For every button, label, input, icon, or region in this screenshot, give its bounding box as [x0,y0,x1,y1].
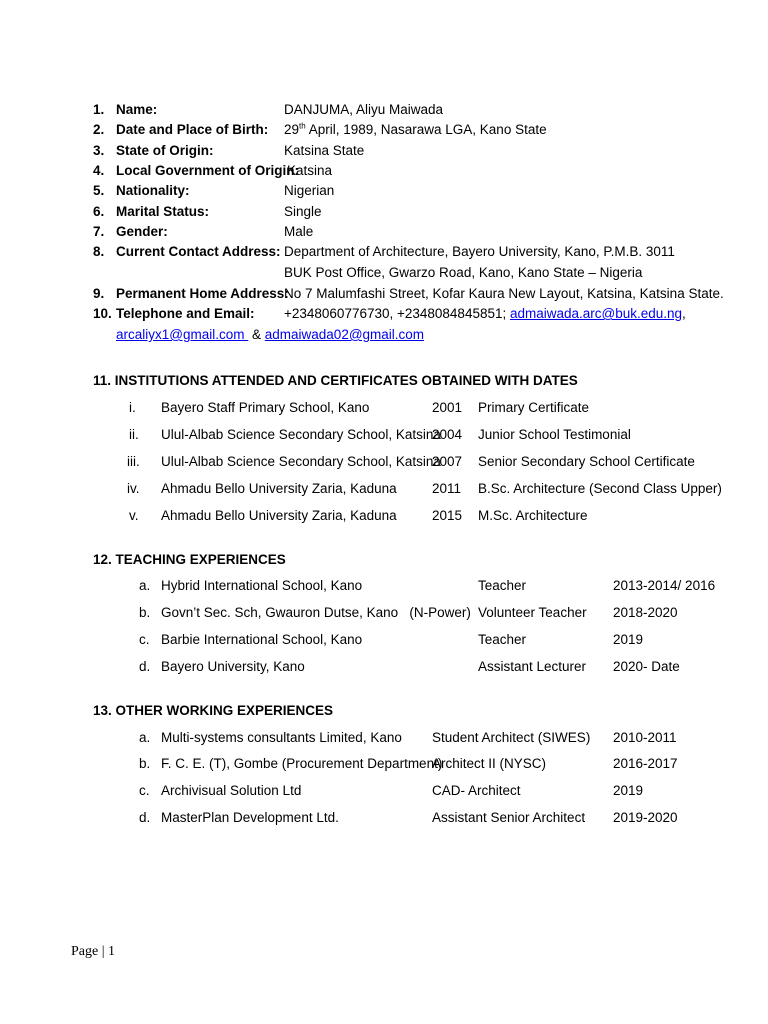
work-row-place: F. C. E. (T), Gombe (Procurement Department) [161,756,443,771]
education-row-school: Ahmadu Bello University Zaria, Kaduna [161,481,397,496]
item-number: 9. [93,286,105,301]
field-label-telephone-email: Telephone and Email: [116,306,255,321]
work-row-num: c. [139,783,150,798]
work-row-role: Architect II (NYSC) [432,756,547,771]
work-row-place: MasterPlan Development Ltd. [161,810,339,825]
field-label-birth: Date and Place of Birth: [116,122,269,137]
email-link-buk[interactable]: admaiwada.arc@buk.edu.ng [509,306,683,321]
birth-rest: April, 1989, Nasarawa LGA, Kano State [305,122,547,137]
teaching-row-num: a. [139,578,151,593]
item-number: 3. [93,143,105,158]
education-row-school: Bayero Staff Primary School, Kano [161,400,370,415]
work-row-period: 2019-2020 [613,810,678,825]
education-row-year: 2001 [432,400,463,415]
item-number: 5. [93,183,105,198]
education-row-num: ii. [129,427,139,442]
education-row-cert: M.Sc. Architecture [478,508,588,523]
work-row-role: Assistant Senior Architect [432,810,586,825]
education-row-cert: Senior Secondary School Certificate [478,454,695,469]
item-number: 8. [93,244,105,259]
field-value-name: DANJUMA, Aliyu Maiwada [284,102,444,117]
teaching-heading: 12. TEACHING EXPERIENCES [93,552,286,567]
field-label-state: State of Origin: [116,143,214,158]
teaching-row-num: c. [139,632,150,647]
education-row-num: v. [129,508,139,523]
education-row-num: iv. [127,481,140,496]
work-row-period: 2010-2011 [613,730,677,745]
field-label-name: Name: [116,102,158,117]
field-value-emails-line2 [116,326,424,343]
email-separator: , [682,306,686,321]
work-row-period: 2016-2017 [613,756,678,771]
education-row-year: 2004 [432,427,463,442]
item-number: 1. [93,102,105,117]
education-row-year: 2011 [432,481,462,496]
birth-day-suffix: th [299,121,306,131]
teaching-row-place: Bayero University, Kano [161,659,305,674]
birth-day: 29 [284,122,300,137]
field-value-contact-address: Department of Architecture, Bayero University, Kano, P.M.B. 3011 [284,244,675,259]
education-row-school: Ahmadu Bello University Zaria, Kaduna [161,508,397,523]
work-row-role: CAD- Architect [432,783,521,798]
teaching-row-place: Barbie International School, Kano [161,632,363,647]
item-number: 2. [93,122,105,137]
teaching-row-period: 2013-2014/ 2016 [613,578,716,593]
field-label-contact-address: Current Contact Address: [116,244,281,259]
teaching-row-place: Govn’t Sec. Sch, Gwauron Dutse, Kano (N-Power) [161,605,471,620]
email-ampersand: & [248,327,265,342]
field-value-birth [284,121,547,138]
page-number: Page | 1 [71,944,116,959]
work-row-num: d. [139,810,151,825]
education-row-cert: B.Sc. Architecture (Second Class Upper) [478,481,722,496]
item-number: 10. [93,306,112,321]
field-label-gender: Gender: [116,224,168,239]
education-row-school: Ulul-Albab Science Secondary School, Katsina [161,427,441,442]
teaching-row-period: 2019 [613,632,644,647]
field-value-telephone-email [284,305,686,322]
work-row-place: Multi-systems consultants Limited, Kano [161,730,402,745]
field-label-nationality: Nationality: [116,183,190,198]
education-row-school: Ulul-Albab Science Secondary School, Katsina [161,454,441,469]
education-row-cert: Junior School Testimonial [478,427,631,442]
item-number: 6. [93,204,105,219]
teaching-row-place: Hybrid International School, Kano [161,578,363,593]
field-value-contact-address-line2: BUK Post Office, Gwarzo Road, Kano, Kano State – Nigeria [284,265,643,280]
phone-numbers: +2348060776730, +2348084845851; [284,306,510,321]
education-heading: 11. INSTITUTIONS ATTENDED AND CERTIFICATES OBTAINED WITH DATES [93,373,578,388]
item-number: 7. [93,224,105,239]
field-value-home-address: No 7 Malumfashi Street, Kofar Kaura New Layout, Katsina, Katsina State. [284,286,724,301]
field-value-gender: Male [284,224,314,239]
field-label-marital: Marital Status: [116,204,210,219]
work-row-num: a. [139,730,151,745]
field-label-lga: Local Government of Origin: [116,163,300,178]
field-value-nationality: Nigerian [284,183,335,198]
teaching-row-role: Assistant Lecturer [478,659,587,674]
education-row-num: iii. [127,454,140,469]
work-row-place: Archivisual Solution Ltd [161,783,302,798]
field-value-lga: Katsina [287,163,333,178]
teaching-row-role: Teacher [478,578,527,593]
work-row-period: 2019 [613,783,644,798]
teaching-row-role: Volunteer Teacher [478,605,587,620]
teaching-row-period: 2018-2020 [613,605,678,620]
education-row-year: 2007 [432,454,463,469]
work-row-num: b. [139,756,151,771]
field-value-marital: Single [284,204,322,219]
teaching-row-num: b. [139,605,151,620]
other-work-heading: 13. OTHER WORKING EXPERIENCES [93,703,334,718]
field-label-home-address: Permanent Home Address: [116,286,289,301]
item-number: 4. [93,163,105,178]
field-value-state: Katsina State [284,143,365,158]
teaching-row-period: 2020- Date [613,659,680,674]
education-row-year: 2015 [432,508,463,523]
education-row-cert: Primary Certificate [478,400,590,415]
education-row-num: i. [129,400,136,415]
work-row-role: Student Architect (SIWES) [432,730,591,745]
email-link-arcaliyx1[interactable]: arcaliyx1@gmail.com [116,327,249,342]
teaching-row-role: Teacher [478,632,527,647]
email-link-admaiwada02[interactable]: admaiwada02@gmail.com [264,327,425,342]
teaching-row-num: d. [139,659,151,674]
